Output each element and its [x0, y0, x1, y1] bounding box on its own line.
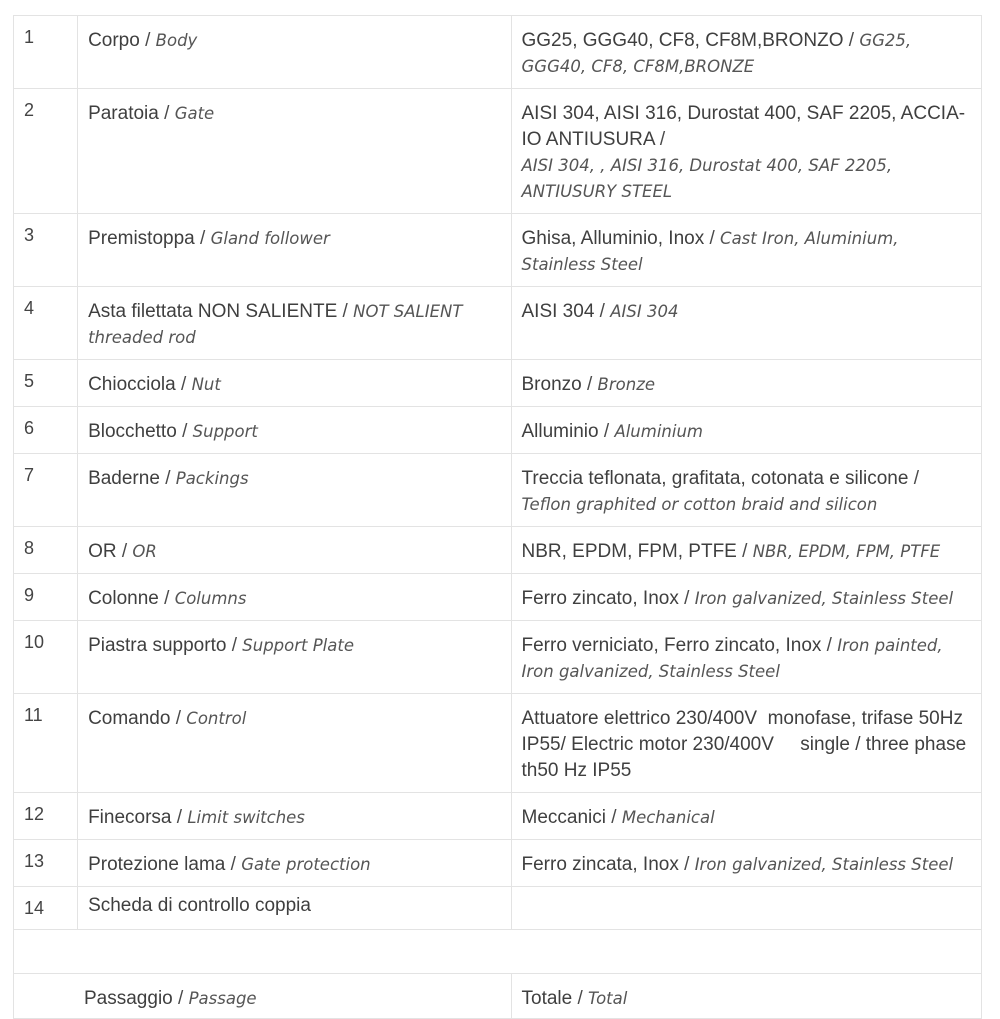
material-en: Iron painted, Iron galvanized, Stainless Steel [521, 636, 943, 681]
component-name-it: Piastra supporto [88, 635, 227, 656]
row-number: 13 [14, 840, 78, 887]
separator: / [145, 30, 151, 51]
material-it: AISI 304 [521, 301, 595, 322]
material-cell [511, 840, 982, 887]
separator: / [176, 807, 183, 828]
material-en: Iron galvanized, Stainless Steel [694, 855, 954, 874]
component-name-it: Paratoia [88, 103, 159, 124]
component-cell [78, 694, 511, 793]
footer-row [14, 974, 982, 1019]
row-number: 10 [14, 621, 78, 694]
component-cell [78, 89, 511, 214]
passage-cell [14, 974, 512, 1019]
separator: / [230, 854, 236, 875]
table-row [14, 16, 982, 89]
total-label-en: Total [588, 989, 628, 1008]
component-name-en: Packings [175, 469, 249, 488]
material-cell [511, 621, 982, 694]
total-label-it: Totale [521, 988, 573, 1009]
material-cell [511, 214, 982, 287]
component-cell [78, 214, 511, 287]
row-number: 4 [14, 287, 78, 360]
table-row [14, 840, 982, 887]
material-cell [511, 527, 982, 574]
material-text: Attuatore elettrico 230/400V monofase, trifase 50Hz IP55/ Electric motor 230/400V single / three phase th50 Hz IP55 [521, 708, 972, 781]
material-cell [511, 16, 982, 89]
component-name-en: Support Plate [242, 636, 355, 655]
material-en: AISI 304, , AISI 316, Durostat 400, SAF 2205, ANTIUSURY STEEL [521, 156, 893, 201]
material-cell [511, 887, 982, 930]
material-cell [511, 407, 982, 454]
component-name: Scheda di controllo coppia [88, 895, 311, 916]
material-cell [511, 454, 982, 527]
total-cell [511, 974, 982, 1019]
material-cell [511, 89, 982, 214]
material-en: Cast Iron, Aluminium, Stainless Steel [521, 229, 899, 274]
separator: / [913, 468, 919, 489]
material-it: Ghisa, Alluminio, Inox [521, 228, 705, 249]
component-name-it: Premistoppa [88, 228, 195, 249]
material-it: Bronzo [521, 374, 582, 395]
table-row [14, 287, 982, 360]
row-number: 11 [14, 694, 78, 793]
material-it: GG25, GGG40, CF8, CF8M,BRONZO [521, 30, 844, 51]
separator: / [659, 129, 666, 150]
material-en: GG25, GGG40, CF8, CF8M,BRONZE [521, 31, 912, 76]
table-row [14, 407, 982, 454]
component-cell [78, 840, 511, 887]
table-row [14, 527, 982, 574]
material-cell [511, 287, 982, 360]
material-en: Mechanical [621, 808, 715, 827]
material-en: AISI 304 [610, 302, 679, 321]
separator: / [684, 854, 690, 875]
separator: / [231, 635, 237, 656]
row-number: 3 [14, 214, 78, 287]
component-name-it: Baderne [88, 468, 160, 489]
component-name-it: Blocchetto [88, 421, 177, 442]
component-name-en: Nut [191, 375, 221, 394]
separator: / [848, 30, 855, 51]
component-cell [78, 287, 511, 360]
component-cell [78, 574, 511, 621]
component-name-it: Finecorsa [88, 807, 172, 828]
component-name-it: Asta filettata NON SALIENTE [88, 301, 338, 322]
table-row [14, 793, 982, 840]
component-name-en: Support [192, 422, 258, 441]
separator: / [164, 588, 170, 609]
component-cell [78, 407, 511, 454]
passage-label-en: Passage [188, 989, 257, 1008]
material-cell [511, 574, 982, 621]
component-cell [78, 621, 511, 694]
component-cell [78, 793, 511, 840]
separator: / [684, 588, 690, 609]
separator: / [165, 468, 171, 489]
component-cell [78, 16, 511, 89]
material-it: Ferro zincata, Inox [521, 854, 679, 875]
row-number: 12 [14, 793, 78, 840]
component-cell [78, 454, 511, 527]
row-number: 9 [14, 574, 78, 621]
component-name-it: OR [88, 541, 117, 562]
material-it: AISI 304, AISI 316, Durostat 400, SAF 2205, ACCIA-IO ANTIUSURA [521, 103, 966, 150]
separator: / [599, 301, 605, 322]
table-row [14, 89, 982, 214]
material-cell [511, 694, 982, 793]
material-en: Aluminium [614, 422, 703, 441]
separator: / [181, 374, 187, 395]
material-en: Iron galvanized, Stainless Steel [694, 589, 954, 608]
component-name-en: Body [155, 31, 198, 50]
table-row [14, 454, 982, 527]
row-number: 8 [14, 527, 78, 574]
component-name-en: NOT SALIENT threaded rod [88, 302, 463, 347]
component-name-it: Chiocciola [88, 374, 176, 395]
component-name-en: Gate protection [241, 855, 371, 874]
material-en: Teflon graphited or cotton braid and silicon [521, 495, 878, 514]
component-cell [78, 360, 511, 407]
component-cell [78, 527, 511, 574]
material-it: Ferro verniciato, Ferro zincato, Inox [521, 635, 822, 656]
material-cell [511, 360, 982, 407]
component-name-en: Gland follower [210, 229, 330, 248]
component-name-en: Limit switches [187, 808, 305, 827]
row-number: 2 [14, 89, 78, 214]
material-en: NBR, EPDM, FPM, PTFE [752, 542, 941, 561]
table-row [14, 694, 982, 793]
material-it: NBR, EPDM, FPM, PTFE [521, 541, 737, 562]
material-it: Treccia teflonata, grafitata, cotonata e silicone [521, 468, 909, 489]
separator: / [121, 541, 128, 562]
component-name-it: Corpo [88, 30, 140, 51]
component-cell [78, 887, 511, 930]
material-it: Alluminio [521, 421, 599, 442]
component-name-en: Control [186, 709, 247, 728]
table-row [14, 360, 982, 407]
spacer-cell [14, 930, 982, 974]
material-cell [511, 793, 982, 840]
material-en: Bronze [597, 375, 656, 394]
separator: / [826, 635, 832, 656]
component-name-it: Protezione lama [88, 854, 226, 875]
separator: / [586, 374, 593, 395]
separator: / [178, 988, 184, 1009]
material-it: Meccanici [521, 807, 606, 828]
table-row [14, 214, 982, 287]
row-number: 1 [14, 16, 78, 89]
separator: / [164, 103, 170, 124]
row-number: 7 [14, 454, 78, 527]
component-name-en: Gate [174, 104, 215, 123]
row-number: 14 [14, 887, 78, 930]
separator: / [342, 301, 348, 322]
parts-table [13, 15, 982, 1019]
component-name-it: Colonne [88, 588, 159, 609]
component-name-en: Columns [174, 589, 247, 608]
row-number: 5 [14, 360, 78, 407]
spacer-row [14, 930, 982, 974]
table-row [14, 574, 982, 621]
table-row [14, 621, 982, 694]
separator: / [709, 228, 715, 249]
component-name-it: Comando [88, 708, 171, 729]
separator: / [175, 708, 182, 729]
component-name-en: OR [132, 542, 157, 561]
passage-label-it: Passaggio [84, 988, 173, 1009]
separator: / [200, 228, 206, 249]
material-it: Ferro zincato, Inox [521, 588, 679, 609]
separator: / [742, 541, 748, 562]
table-row [14, 887, 982, 930]
separator: / [611, 807, 617, 828]
separator: / [603, 421, 610, 442]
separator: / [577, 988, 583, 1009]
row-number: 6 [14, 407, 78, 454]
separator: / [182, 421, 188, 442]
